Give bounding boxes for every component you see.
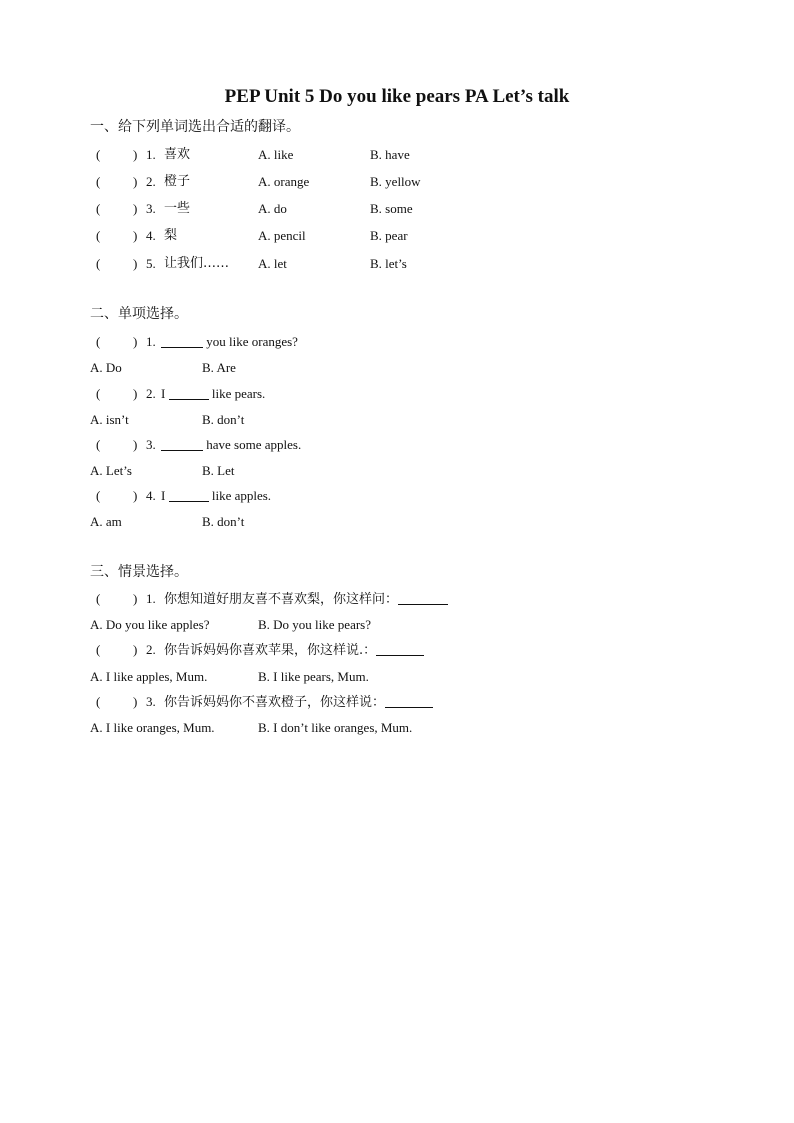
answer-paren-open: (: [96, 147, 101, 162]
section-3-heading: 三、情景选择。: [90, 564, 188, 580]
option-a: A. orange: [258, 174, 310, 189]
option-a: A. I like oranges, Mum.: [90, 720, 215, 735]
answer-paren-close: ): [133, 147, 138, 162]
answer-paren-open: (: [96, 256, 101, 271]
section-1-heading: 一、给下列单词选出合适的翻译。: [90, 119, 300, 135]
page-title: PEP Unit 5 Do you like pears PA Let’s talk: [224, 86, 570, 107]
question-text: [164, 590, 448, 609]
option-a: A. pencil: [258, 228, 306, 243]
option-a: A. like: [258, 147, 294, 162]
option-b: B. don’t: [202, 412, 245, 427]
option-b: B. I don’t like oranges, Mum.: [258, 720, 413, 735]
answer-paren-close: ): [133, 256, 138, 271]
answer-blank[interactable]: [398, 591, 448, 605]
question-suffix: like pears.: [211, 386, 266, 401]
answer-blank[interactable]: [161, 437, 203, 451]
question-text: [161, 385, 265, 403]
option-b: B. some: [370, 201, 413, 216]
question-prompt: 你告诉妈妈你喜欢苹果，你这样说.：: [164, 643, 377, 658]
answer-paren-open: (: [96, 201, 101, 216]
option-b: B. I like pears, Mum.: [258, 669, 369, 684]
question-number: 4.: [146, 228, 156, 243]
chinese-word: 橙子: [164, 174, 191, 189]
answer-paren-open: (: [96, 334, 101, 349]
option-a: A. let: [258, 256, 287, 271]
question-prefix: I: [161, 488, 166, 503]
question-prompt: 你告诉妈妈你不喜欢橙子，你这样说：: [164, 695, 386, 710]
answer-paren-close: ): [133, 228, 138, 243]
answer-paren-close: ): [133, 591, 138, 606]
answer-paren-close: ): [133, 386, 138, 401]
answer-paren-open: (: [96, 174, 101, 189]
answer-paren-open: (: [96, 642, 101, 657]
question-number: 4.: [146, 488, 156, 503]
option-a: A. I like apples, Mum.: [90, 669, 208, 684]
question-number: 2.: [146, 174, 156, 189]
option-a: A. do: [258, 201, 287, 216]
question-suffix: like apples.: [211, 488, 272, 503]
question-prefix: I: [161, 386, 166, 401]
chinese-word: 喜欢: [164, 147, 191, 162]
option-b: B. have: [370, 147, 410, 162]
option-b: B. Do you like pears?: [258, 617, 372, 632]
question-number: 1.: [146, 147, 156, 162]
question-text: [164, 641, 424, 660]
question-text: [161, 436, 301, 454]
option-a: A. am: [90, 514, 122, 529]
question-suffix: you like oranges?: [206, 334, 298, 349]
answer-blank[interactable]: [376, 642, 424, 656]
question-text: [164, 693, 433, 712]
option-a: A. Do: [90, 360, 122, 375]
question-text: [161, 333, 298, 351]
question-prompt: 你想知道好朋友喜不喜欢梨，你这样问：: [164, 592, 399, 607]
answer-paren-close: ): [133, 694, 138, 709]
option-b: B. Are: [202, 360, 236, 375]
section-2-heading: 二、单项选择。: [90, 306, 188, 322]
question-number: 1.: [146, 591, 156, 606]
answer-paren-close: ): [133, 334, 138, 349]
answer-paren-close: ): [133, 201, 138, 216]
answer-paren-close: ): [133, 642, 138, 657]
answer-paren-open: (: [96, 591, 101, 606]
question-number: 2.: [146, 386, 156, 401]
question-suffix: have some apples.: [206, 437, 302, 452]
answer-paren-close: ): [133, 174, 138, 189]
answer-blank[interactable]: [161, 334, 203, 348]
answer-paren-open: (: [96, 694, 101, 709]
chinese-word: 梨: [164, 228, 178, 243]
option-b: B. don’t: [202, 514, 245, 529]
option-b: B. pear: [370, 228, 408, 243]
option-b: B. Let: [202, 463, 235, 478]
question-text: [161, 487, 271, 505]
question-number: 2.: [146, 642, 156, 657]
answer-paren-close: ): [133, 437, 138, 452]
chinese-word: 让我们……: [164, 256, 230, 271]
option-a: A. Do you like apples?: [90, 617, 210, 632]
option-b: B. yellow: [370, 174, 421, 189]
question-number: 3.: [146, 694, 156, 709]
option-a: A. Let’s: [90, 463, 132, 478]
option-b: B. let’s: [370, 256, 407, 271]
option-a: A. isn’t: [90, 412, 129, 427]
answer-paren-open: (: [96, 437, 101, 452]
question-number: 3.: [146, 437, 156, 452]
answer-paren-open: (: [96, 228, 101, 243]
question-number: 3.: [146, 201, 156, 216]
chinese-word: 一些: [164, 201, 191, 216]
answer-blank[interactable]: [169, 488, 209, 502]
answer-blank[interactable]: [169, 386, 209, 400]
question-number: 1.: [146, 334, 156, 349]
answer-paren-open: (: [96, 488, 101, 503]
answer-paren-open: (: [96, 386, 101, 401]
answer-blank[interactable]: [385, 694, 433, 708]
question-number: 5.: [146, 256, 156, 271]
answer-paren-close: ): [133, 488, 138, 503]
